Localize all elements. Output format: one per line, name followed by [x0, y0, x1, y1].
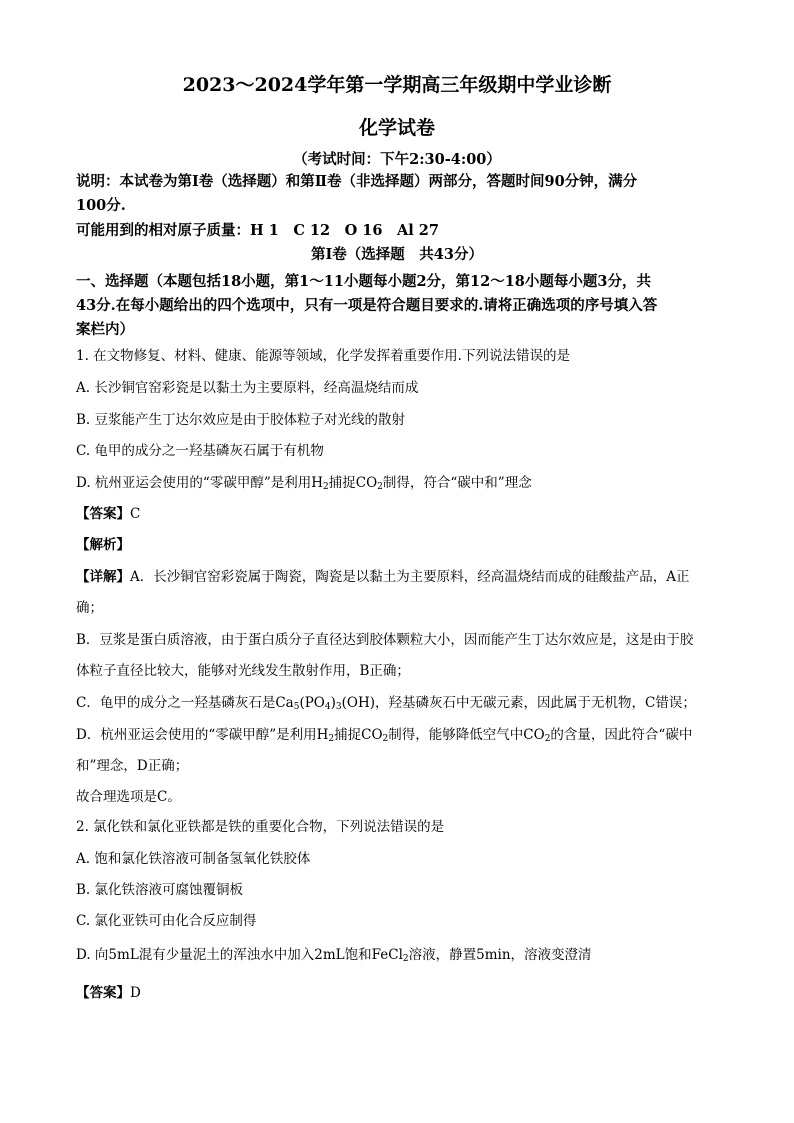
section1-line3: 案栏内） — [76, 321, 134, 338]
page-subtitle: 化学试卷 — [358, 117, 435, 139]
question-1-option-b: B. 豆浆能产生丁达尔效应是由于胶体粒子对光线的散射 — [76, 412, 406, 428]
question-2-option-a: A. 饱和氯化铁溶液可制备氢氧化铁胶体 — [76, 851, 311, 867]
question-1-analysis-label: 【解析】 — [76, 537, 130, 553]
question-1-conclusion: 故合理选项是C。 — [76, 789, 181, 805]
question-2-stem: 2. 氯化铁和氯化亚铁都是铁的重要化合物，下列说法错误的是 — [76, 819, 445, 835]
question-2-option-c: C. 氯化亚铁可由化合反应制得 — [76, 913, 257, 929]
question-1-detail-d: D．杭州亚运会使用的“零碳甲醇”是利用$H_2$捕捉$CO_2$制得，能够降低空气中$CO_2$的含量，因此符合“碳中 — [76, 727, 693, 744]
exam-note-line2: 100分. — [76, 197, 126, 214]
section1-line1: 一、选择题（本题包括18小题，第1～11小题每小题2分，第12～18小题每小题3分，共 — [76, 273, 651, 290]
atomic-mass-line: 可能用到的相对原子质量：H 1 C 12 O 16 Al 27 — [76, 222, 439, 239]
section1-line2: 43分.在每小题给出的四个选项中，只有一项是符合题目要求的.请将正确选项的序号填入答 — [76, 297, 658, 314]
exam-time: （考试时间：下午2:30-4:00） — [293, 151, 501, 168]
question-1-option-d: D. 杭州亚运会使用的“零碳甲醇”是利用$H_2$捕捉$CO_2$制得，符合“碳中和”理念 — [76, 475, 532, 492]
question-1-detail-c: C．龟甲的成分之一羟基磷灰石是$Ca_5(PO_4)_3(OH)$，羟基磷灰石中无碳元素，因此属于无机物，C错误； — [76, 695, 696, 712]
question-2-option-b: B. 氯化铁溶液可腐蚀覆铜板 — [76, 882, 244, 898]
question-1-detail-a: 【详解】A．长沙铜官窑彩瓷属于陶瓷，陶瓷是以黏土为主要原料，经高温烧结而成的硅酸盐产品，A正 — [76, 569, 690, 585]
question-1-detail-a-cont: 确； — [76, 600, 103, 616]
part1-title: 第Ⅰ卷（选择题 共43分） — [311, 246, 483, 263]
question-1-answer: 【答案】C — [76, 506, 141, 522]
question-1-detail-d-cont: 和”理念，D正确； — [76, 758, 189, 774]
question-1-option-a: A. 长沙铜官窑彩瓷是以黏土为主要原料，经高温烧结而成 — [76, 380, 419, 396]
question-2-option-d: D. 向5mL混有少量泥土的浑浊水中加入2mL饱和FeCl$_2$溶液，静置5min，溶液变澄清 — [76, 947, 592, 964]
page-title: 2023～2024学年第一学期高三年级期中学业诊断 — [182, 74, 612, 96]
question-1-option-c: C. 龟甲的成分之一羟基磷灰石属于有机物 — [76, 443, 324, 459]
question-1-detail-b: B．豆浆是蛋白质溶液，由于蛋白质分子直径达到胶体颗粒大小，因而能产生丁达尔效应是，这是由于胶 — [76, 632, 694, 648]
question-1-stem: 1. 在文物修复、材料、健康、能源等领域，化学发挥着重要作用.下列说法错误的是 — [76, 348, 570, 364]
question-2-answer: 【答案】D — [76, 985, 141, 1001]
question-1-detail-b-cont: 体粒子直径比较大，能够对光线发生散射作用，B正确； — [76, 663, 410, 679]
exam-note-line1: 说明：本试卷为第Ⅰ卷（选择题）和第Ⅱ卷（非选择题）两部分，答题时间90分钟，满分 — [76, 173, 638, 190]
